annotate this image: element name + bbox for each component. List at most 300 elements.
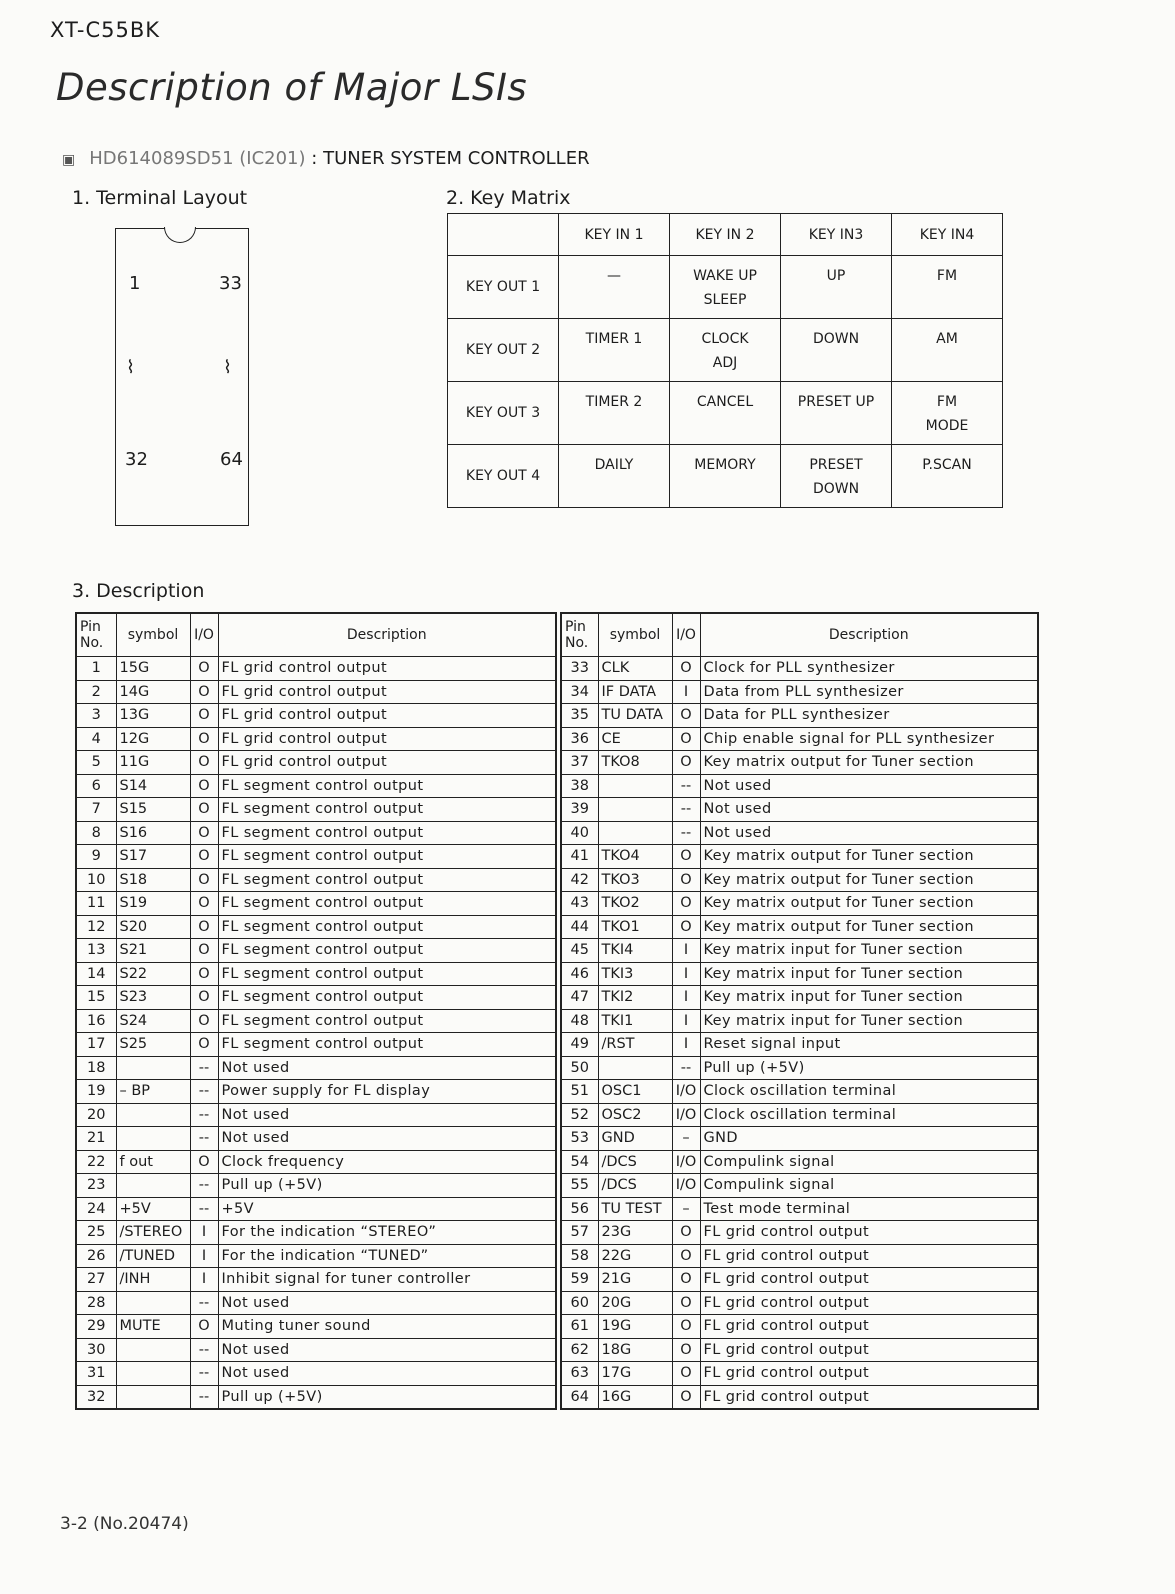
pin-number: 9 <box>76 845 116 869</box>
key-function-label: FM <box>936 268 958 284</box>
pin-number: 53 <box>561 1127 598 1151</box>
pin-symbol: TKO1 <box>598 915 672 939</box>
pin-io: -- <box>672 774 700 798</box>
pin-symbol <box>116 1385 190 1409</box>
pin-description: For the indication “TUNED” <box>218 1244 556 1268</box>
pin-symbol: OSC1 <box>598 1080 672 1104</box>
pin-description: Key matrix output for Tuner section <box>700 892 1038 916</box>
pin-io: I <box>672 1009 700 1033</box>
pin-number: 41 <box>561 845 598 869</box>
pin-description: Key matrix input for Tuner section <box>700 986 1038 1010</box>
pin-description: FL grid control output <box>218 751 556 775</box>
pin-symbol: 22G <box>598 1244 672 1268</box>
pin-number: 6 <box>76 774 116 798</box>
key-matrix-cell <box>670 445 781 508</box>
pin-number: 42 <box>561 868 598 892</box>
pin-description: FL grid control output <box>218 704 556 728</box>
pin-io: O <box>672 1244 700 1268</box>
pin-io: O <box>672 868 700 892</box>
pin-number: 49 <box>561 1033 598 1057</box>
pin-number: 10 <box>76 868 116 892</box>
table-row <box>561 939 1038 963</box>
pin-description: Not used <box>700 821 1038 845</box>
pin-symbol: S16 <box>116 821 190 845</box>
pin-number: 48 <box>561 1009 598 1033</box>
pin-description: Key matrix output for Tuner section <box>700 845 1038 869</box>
lsi-heading <box>62 148 590 169</box>
pin-description: Key matrix output for Tuner section <box>700 751 1038 775</box>
pin-symbol: S23 <box>116 986 190 1010</box>
table-row <box>76 868 556 892</box>
key-function-label: PRESET UP <box>797 394 875 410</box>
table-row <box>76 915 556 939</box>
pin-description: FL grid control output <box>700 1221 1038 1245</box>
description-heading: 3. Description <box>72 580 205 602</box>
pin-description: Not used <box>218 1362 556 1386</box>
pin-symbol: TKO4 <box>598 845 672 869</box>
pin-description: Key matrix output for Tuner section <box>700 868 1038 892</box>
key-in-header: KEY IN 2 <box>670 214 781 256</box>
pin-description: Power supply for FL display <box>218 1080 556 1104</box>
key-out-label: KEY OUT 4 <box>448 445 559 508</box>
pin-number: 50 <box>561 1056 598 1080</box>
pin-io: -- <box>190 1056 218 1080</box>
key-function-label: TIMER 1 <box>585 331 643 347</box>
pin-symbol: /STEREO <box>116 1221 190 1245</box>
pin-description: Clock for PLL synthesizer <box>700 657 1038 681</box>
key-function-label: TIMER 2 <box>585 394 643 410</box>
table-row <box>561 1033 1038 1057</box>
table-row <box>561 1056 1038 1080</box>
pin-symbol <box>598 1056 672 1080</box>
pin-number: 54 <box>561 1150 598 1174</box>
pin-number: 57 <box>561 1221 598 1245</box>
pin-number: 3 <box>76 704 116 728</box>
pin-description: Pull up (+5V) <box>218 1174 556 1198</box>
pin-symbol: S21 <box>116 939 190 963</box>
pin-symbol: S14 <box>116 774 190 798</box>
pin-io: O <box>672 1291 700 1315</box>
pin-description: FL grid control output <box>700 1362 1038 1386</box>
pin-description: FL segment control output <box>218 915 556 939</box>
table-row <box>76 1221 556 1245</box>
model-number: XT-C55BK <box>50 18 161 42</box>
pin-io: O <box>190 915 218 939</box>
column-header: Description <box>700 613 1038 657</box>
pin-io: I/O <box>672 1150 700 1174</box>
table-row <box>76 1150 556 1174</box>
pin-description: Not used <box>218 1291 556 1315</box>
table-row <box>561 868 1038 892</box>
pin-symbol: +5V <box>116 1197 190 1221</box>
pin-number: 8 <box>76 821 116 845</box>
column-header: I/O <box>672 613 700 657</box>
pin-description: Key matrix input for Tuner section <box>700 939 1038 963</box>
key-matrix-cell <box>892 256 1003 319</box>
pin-io: O <box>672 915 700 939</box>
pin-description: FL segment control output <box>218 1009 556 1033</box>
pin-symbol <box>598 821 672 845</box>
pin-description: FL grid control output <box>218 657 556 681</box>
pin-io: I/O <box>672 1080 700 1104</box>
table-row <box>76 939 556 963</box>
key-matrix-cell <box>781 256 892 319</box>
pin-number: 15 <box>76 986 116 1010</box>
pin-description: Not used <box>218 1127 556 1151</box>
pin-io: -- <box>672 1056 700 1080</box>
pin-symbol <box>598 774 672 798</box>
pin-symbol: 13G <box>116 704 190 728</box>
pin-description: Clock oscillation terminal <box>700 1103 1038 1127</box>
key-in-header: KEY IN3 <box>781 214 892 256</box>
pin-description: Pull up (+5V) <box>218 1385 556 1409</box>
table-row <box>76 1362 556 1386</box>
pin-number: 60 <box>561 1291 598 1315</box>
table-row <box>561 751 1038 775</box>
table-row <box>76 1127 556 1151</box>
pin-symbol: /INH <box>116 1268 190 1292</box>
pin-number: 31 <box>76 1362 116 1386</box>
table-row <box>561 1150 1038 1174</box>
pin-symbol <box>116 1127 190 1151</box>
pin-number: 62 <box>561 1338 598 1362</box>
pin-symbol: S25 <box>116 1033 190 1057</box>
key-out-label: KEY OUT 1 <box>448 256 559 319</box>
pin-io: -- <box>190 1338 218 1362</box>
pin-description: FL grid control output <box>700 1268 1038 1292</box>
pin-io: O <box>672 1268 700 1292</box>
pin-description: FL grid control output <box>700 1244 1038 1268</box>
table-row <box>561 1315 1038 1339</box>
pin-io: -- <box>190 1197 218 1221</box>
pin-symbol: CE <box>598 727 672 751</box>
table-row <box>561 680 1038 704</box>
pin-number: 12 <box>76 915 116 939</box>
key-matrix-cell <box>781 319 892 382</box>
table-row <box>76 1291 556 1315</box>
pin-description: FL segment control output <box>218 939 556 963</box>
pin-symbol: OSC2 <box>598 1103 672 1127</box>
pin-io: O <box>190 1009 218 1033</box>
pin-symbol: 21G <box>598 1268 672 1292</box>
pin-description: FL grid control output <box>218 727 556 751</box>
pin-description: Inhibit signal for tuner controller <box>218 1268 556 1292</box>
pin-description: Muting tuner sound <box>218 1315 556 1339</box>
pin-symbol: 12G <box>116 727 190 751</box>
pin-io: -- <box>672 821 700 845</box>
key-function-label: AM <box>936 331 958 347</box>
pin-description: Key matrix input for Tuner section <box>700 962 1038 986</box>
table-row <box>76 657 556 681</box>
pin-description: Data from PLL synthesizer <box>700 680 1038 704</box>
pin-symbol: TKO8 <box>598 751 672 775</box>
pin-number: 22 <box>76 1150 116 1174</box>
pin-number: 2 <box>76 680 116 704</box>
key-in-header: KEY IN 1 <box>559 214 670 256</box>
pin-symbol: /DCS <box>598 1150 672 1174</box>
pin-io: -- <box>190 1103 218 1127</box>
key-matrix-cell <box>559 256 670 319</box>
pin-symbol: TKI1 <box>598 1009 672 1033</box>
column-header: Description <box>218 613 556 657</box>
terminal-layout-heading: 1. Terminal Layout <box>72 187 248 209</box>
pin-symbol: CLK <box>598 657 672 681</box>
pin-io: O <box>190 868 218 892</box>
table-row <box>76 704 556 728</box>
pin-symbol: TKO3 <box>598 868 672 892</box>
lsi-part-number: HD614089SD51 (IC201) <box>89 148 306 169</box>
pin-number: 45 <box>561 939 598 963</box>
pin-io: O <box>190 657 218 681</box>
pin-symbol: 16G <box>598 1385 672 1409</box>
pin-number: 35 <box>561 704 598 728</box>
table-row <box>561 892 1038 916</box>
pin-io: O <box>190 962 218 986</box>
pin-io: -- <box>190 1385 218 1409</box>
pin-description: Data for PLL synthesizer <box>700 704 1038 728</box>
pin-io: O <box>672 1221 700 1245</box>
pin-io: O <box>190 939 218 963</box>
key-function-label: WAKE UP SLEEP <box>693 268 757 308</box>
pin-io: O <box>190 1033 218 1057</box>
pin-io: -- <box>190 1080 218 1104</box>
pin-number: 56 <box>561 1197 598 1221</box>
pin-io: I <box>190 1268 218 1292</box>
pin-number: 40 <box>561 821 598 845</box>
key-out-label: KEY OUT 2 <box>448 319 559 382</box>
pin-label-64: 64 <box>220 449 243 470</box>
pin-io: -- <box>190 1291 218 1315</box>
pin-symbol: IF DATA <box>598 680 672 704</box>
pin-symbol: GND <box>598 1127 672 1151</box>
pin-description: Pull up (+5V) <box>700 1056 1038 1080</box>
table-row <box>76 1009 556 1033</box>
pin-symbol: S20 <box>116 915 190 939</box>
pin-symbol: S24 <box>116 1009 190 1033</box>
table-row <box>561 1127 1038 1151</box>
pin-io: O <box>672 704 700 728</box>
table-row <box>76 1268 556 1292</box>
key-function-label: P.SCAN <box>922 457 972 473</box>
pin-label-32: 32 <box>125 449 148 470</box>
pin-io: O <box>190 727 218 751</box>
pin-io: O <box>190 1315 218 1339</box>
pin-io: O <box>672 845 700 869</box>
pin-number: 58 <box>561 1244 598 1268</box>
pin-description-table-left <box>75 612 557 1410</box>
pin-io: O <box>190 704 218 728</box>
table-row <box>561 1174 1038 1198</box>
key-function-label: DOWN <box>812 331 860 347</box>
pin-continuation-left: ⌇ <box>126 357 135 378</box>
table-row <box>76 1174 556 1198</box>
pin-number: 11 <box>76 892 116 916</box>
pin-number: 46 <box>561 962 598 986</box>
table-row <box>76 1315 556 1339</box>
pin-number: 30 <box>76 1338 116 1362</box>
pin-symbol: 23G <box>598 1221 672 1245</box>
pin-number: 28 <box>76 1291 116 1315</box>
key-matrix-cell <box>559 382 670 445</box>
pin-number: 43 <box>561 892 598 916</box>
pin-number: 27 <box>76 1268 116 1292</box>
pin-description: FL segment control output <box>218 774 556 798</box>
pin-symbol <box>116 1103 190 1127</box>
pin-io: -- <box>190 1362 218 1386</box>
pin-io: O <box>190 986 218 1010</box>
pin-symbol: f out <box>116 1150 190 1174</box>
pin-symbol: S18 <box>116 868 190 892</box>
table-row <box>76 821 556 845</box>
column-header: Pin No. <box>561 613 598 657</box>
pin-number: 24 <box>76 1197 116 1221</box>
pin-io: O <box>672 1362 700 1386</box>
pin-description: Key matrix input for Tuner section <box>700 1009 1038 1033</box>
table-row <box>76 1338 556 1362</box>
pin-io: O <box>190 751 218 775</box>
key-function-label: UP <box>826 268 846 284</box>
pin-symbol: 17G <box>598 1362 672 1386</box>
pin-symbol: S22 <box>116 962 190 986</box>
key-function-label: PRESET DOWN <box>809 457 863 497</box>
pin-continuation-right: ⌇ <box>223 357 232 378</box>
column-header: symbol <box>598 613 672 657</box>
table-row <box>76 727 556 751</box>
pin-description: Not used <box>700 774 1038 798</box>
key-matrix-cell <box>670 256 781 319</box>
pin-number: 17 <box>76 1033 116 1057</box>
pin-io: O <box>672 657 700 681</box>
pin-io: I <box>672 680 700 704</box>
pin-io: – <box>672 1197 700 1221</box>
pin-number: 47 <box>561 986 598 1010</box>
pin-description: Compulink signal <box>700 1150 1038 1174</box>
table-row <box>561 821 1038 845</box>
key-matrix-cell <box>892 319 1003 382</box>
pin-number: 16 <box>76 1009 116 1033</box>
pin-description: Clock frequency <box>218 1150 556 1174</box>
table-row <box>561 774 1038 798</box>
pin-number: 1 <box>76 657 116 681</box>
pin-io: O <box>190 845 218 869</box>
pin-io: I <box>190 1221 218 1245</box>
pin-description: Clock oscillation terminal <box>700 1080 1038 1104</box>
pin-description: FL segment control output <box>218 1033 556 1057</box>
pin-io: O <box>672 751 700 775</box>
pin-symbol <box>116 1338 190 1362</box>
pin-io: O <box>672 1315 700 1339</box>
pin-description: Chip enable signal for PLL synthesizer <box>700 727 1038 751</box>
key-matrix-cell <box>781 445 892 508</box>
pin-number: 55 <box>561 1174 598 1198</box>
pin-symbol: – BP <box>116 1080 190 1104</box>
column-header: Pin No. <box>76 613 116 657</box>
table-row <box>561 1221 1038 1245</box>
key-in-header: KEY IN4 <box>892 214 1003 256</box>
pin-label-33: 33 <box>219 273 242 294</box>
table-row <box>76 1244 556 1268</box>
pin-number: 18 <box>76 1056 116 1080</box>
pin-description: FL grid control output <box>700 1385 1038 1409</box>
pin-description: FL segment control output <box>218 962 556 986</box>
pin-io: O <box>672 727 700 751</box>
pin-symbol: MUTE <box>116 1315 190 1339</box>
table-row <box>561 798 1038 822</box>
table-row <box>76 1056 556 1080</box>
table-row <box>561 1197 1038 1221</box>
key-matrix-cell <box>892 382 1003 445</box>
pin-io: O <box>672 1385 700 1409</box>
pin-description-table-right <box>560 612 1039 1410</box>
pin-symbol: 11G <box>116 751 190 775</box>
pin-symbol: /TUNED <box>116 1244 190 1268</box>
key-matrix-cell <box>670 319 781 382</box>
pin-description: Not used <box>218 1103 556 1127</box>
pin-description: FL grid control output <box>218 680 556 704</box>
pin-io: I <box>190 1244 218 1268</box>
table-row <box>76 680 556 704</box>
table-row <box>561 1244 1038 1268</box>
pin-description: FL grid control output <box>700 1291 1038 1315</box>
pin-symbol: S15 <box>116 798 190 822</box>
pin-io: I/O <box>672 1174 700 1198</box>
table-row <box>76 962 556 986</box>
pin-number: 26 <box>76 1244 116 1268</box>
table-row <box>76 751 556 775</box>
pin-symbol: TKO2 <box>598 892 672 916</box>
pin-symbol <box>116 1056 190 1080</box>
chip-outline <box>115 228 249 526</box>
pin-description: FL segment control output <box>218 798 556 822</box>
table-row <box>76 892 556 916</box>
lsi-name: : TUNER SYSTEM CONTROLLER <box>311 148 590 169</box>
table-row <box>561 1268 1038 1292</box>
table-row <box>76 774 556 798</box>
pin-io: I/O <box>672 1103 700 1127</box>
pin-number: 21 <box>76 1127 116 1151</box>
pin-label-1: 1 <box>129 273 141 294</box>
table-row <box>561 1362 1038 1386</box>
pin-description: Not used <box>218 1056 556 1080</box>
pin-io: – <box>672 1127 700 1151</box>
pin-io: O <box>190 680 218 704</box>
pin-number: 20 <box>76 1103 116 1127</box>
pin-description: FL segment control output <box>218 868 556 892</box>
pin-io: O <box>190 774 218 798</box>
pin-number: 33 <box>561 657 598 681</box>
pin-description: Key matrix output for Tuner section <box>700 915 1038 939</box>
table-row <box>76 845 556 869</box>
key-matrix-cell <box>892 445 1003 508</box>
key-matrix-corner <box>448 214 559 256</box>
table-row <box>561 1080 1038 1104</box>
pin-number: 64 <box>561 1385 598 1409</box>
pin-description: FL grid control output <box>700 1315 1038 1339</box>
pin-symbol: /DCS <box>598 1174 672 1198</box>
pin-number: 13 <box>76 939 116 963</box>
pin-io: I <box>672 986 700 1010</box>
pin-number: 29 <box>76 1315 116 1339</box>
key-out-label: KEY OUT 3 <box>448 382 559 445</box>
pin-symbol <box>116 1174 190 1198</box>
pin-number: 39 <box>561 798 598 822</box>
pin-description: Not used <box>218 1338 556 1362</box>
table-row <box>561 962 1038 986</box>
key-function-label: CLOCK ADJ <box>701 331 749 371</box>
table-row <box>76 1080 556 1104</box>
pin-io: O <box>190 798 218 822</box>
pin-number: 32 <box>76 1385 116 1409</box>
